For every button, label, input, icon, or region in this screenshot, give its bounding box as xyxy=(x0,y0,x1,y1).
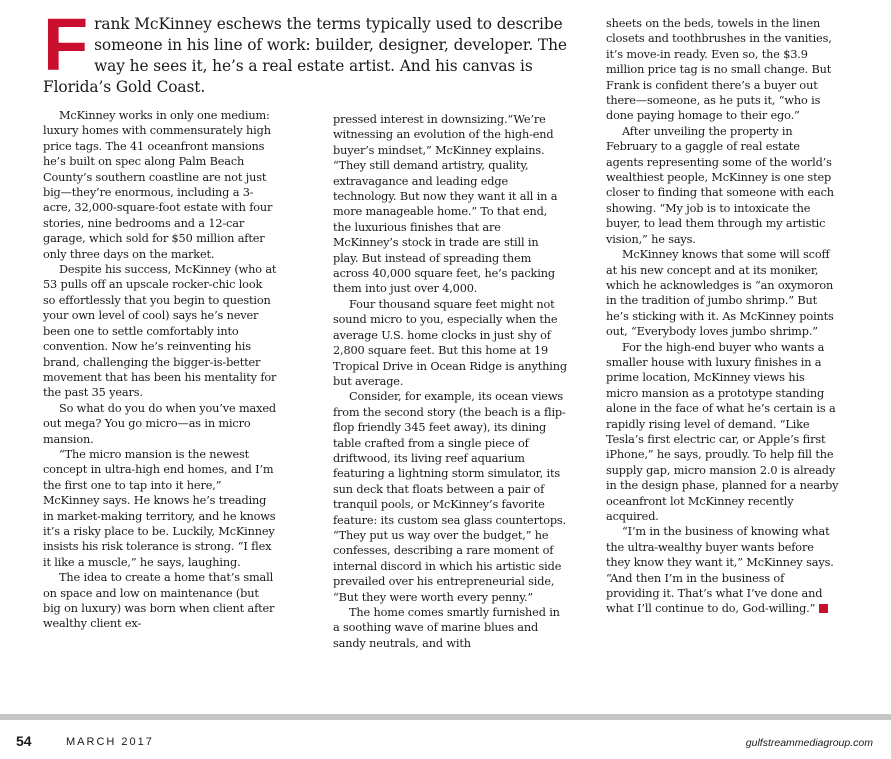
drop-cap: F xyxy=(43,3,89,86)
paragraph: Four thousand square feet might not sound micro to you, especially when the average U.S. home clocks in just shy of 2,800 square feet. But this home at 19 Tropical Drive in Ocean Ridge is anything but average. xyxy=(333,297,567,388)
paragraph: McKinney knows that some will scoff at his new concept and at its moniker, which he acknowledges is “an oxymoron in the tradition of jumbo shrimp.” But he’s sticking with it. As McKinney points out, “Everybody loves jumbo shrimp.” xyxy=(606,248,834,339)
page-number: 54 xyxy=(16,733,32,749)
paragraph: pressed interest in downsizing.“We’re witnessing an evolution of the high-end buyer’s mindset,” McKinney explains. “They still demand artistry, quality, extravagance and leading edge technology. But now they want it all in a more manageable home.” To that end, the luxurious finishes that are McKinney’s stock in trade are still in play. But instead of spreading them across 40,000 square feet, he’s packing them into just over 4,000. xyxy=(333,113,558,296)
issue-date: MARCH 2017 xyxy=(66,736,154,748)
paragraph: Despite his success, McKinney (who at 53 pulls off an upscale rocker-chic look so effortlessly that you begin to question your own level of cool) says he’s never been one to settle comfortably into convention. Now he’s reinventing his brand, challenging the bigger-is-better movement that has been his mentality for the past 35 years. xyxy=(43,263,277,400)
paragraph: The idea to create a home that’s small on space and low on maintenance (but big on luxury) was born when client after wealthy client ex- xyxy=(43,571,275,631)
intro-paragraph xyxy=(43,3,580,98)
paragraph: “The micro mansion is the newest concept in ultra-high end homes, and I’m the first one to tap into it here,” McKinney says. He knows he’s treading in market-making territory, and he knows it’s a risky place to be. Luckily, McKinney insists his risk tolerance is strong. “I flex it like a muscle,” he says, laughing. xyxy=(43,447,276,569)
paragraph: For the high-end buyer who wants a smaller house with luxury finishes in a prime location, McKinney views his micro mansion as a prototype standing alone in the face of what he’s certain is a rapidly rising level of demand. “Like Tesla’s first electric car, or Apple’s first iPhone,” he says, proudly. To help fill the supply gap, micro mansion 2.0 is already in the design phase, planned for a nearby oceanfront lot McKinney recently acquired. xyxy=(606,340,839,523)
end-mark-square-icon xyxy=(819,604,828,613)
column-2 xyxy=(333,112,567,651)
paragraph: Consider, for example, its ocean views from the second story (the beach is a flip-flop friendly 345 feet away), its dining table crafted from a single piece of driftwood, its living reef aquarium featuring a lightning storm simulator, its sun deck that floats between a pair of tranquil pools, or McKinney’s favorite feature: its custom sea glass countertops. “They put us way over the budget,” he confesses, describing a rare moment of internal discord in which his artistic side prevailed over his entrepreneurial side, “But they were worth every penny.” xyxy=(333,390,567,604)
column-1 xyxy=(43,108,277,632)
paragraph: So what do you do when you’ve maxed out mega? You go micro—as in micro mansion. xyxy=(43,401,276,446)
intro-text: rank McKinney eschews the terms typically used to describe someone in his line of work: builder, designer, developer. The way he sees it, he’s a real estate artist. And his canvas is Florida’s Gold Coast. xyxy=(43,15,567,96)
column-3 xyxy=(606,16,840,617)
website-url: gulfstreammediagroup.com xyxy=(745,737,873,749)
paragraph: After unveiling the property in February to a gaggle of real estate agents representing some of the world’s wealthiest people, McKinney is one step closer to finding that someone with each showing. “My job is to intoxicate the buyer, to lead them through my artistic vision,” he says. xyxy=(606,124,834,246)
paragraph-final xyxy=(606,524,840,616)
paragraph: The home comes smartly furnished in a soothing wave of marine blues and sandy neutrals, and with xyxy=(333,606,560,650)
final-paragraph-text: “I’m in the business of knowing what the ultra-wealthy buyer wants before they know they want it,” McKinney says. “And then I’m in the business of providing it. That’s what I’ve done and what I’ll continue to do, God-willing.” xyxy=(606,525,834,616)
paragraph: McKinney works in only one medium: luxury homes with commensurately high price tags. The 41 oceanfront mansions he’s built on spec along Palm Beach County’s southern coastline are not just big—they’re enormous, including a 3-acre, 32,000-square-foot estate with four stories, nine bedrooms and a 12-car garage, which sold for $50 million after only three days on the market. xyxy=(43,109,273,261)
paragraph: sheets on the beds, towels in the linen closets and toothbrushes in the vanities, it’s move-in ready. Even so, the $3.9 million price tag is no small change. But Frank is confident there’s a buyer out there—someone, as he puts it, “who is done paying homage to their ego.” xyxy=(606,17,832,123)
footer-rule xyxy=(0,714,891,720)
